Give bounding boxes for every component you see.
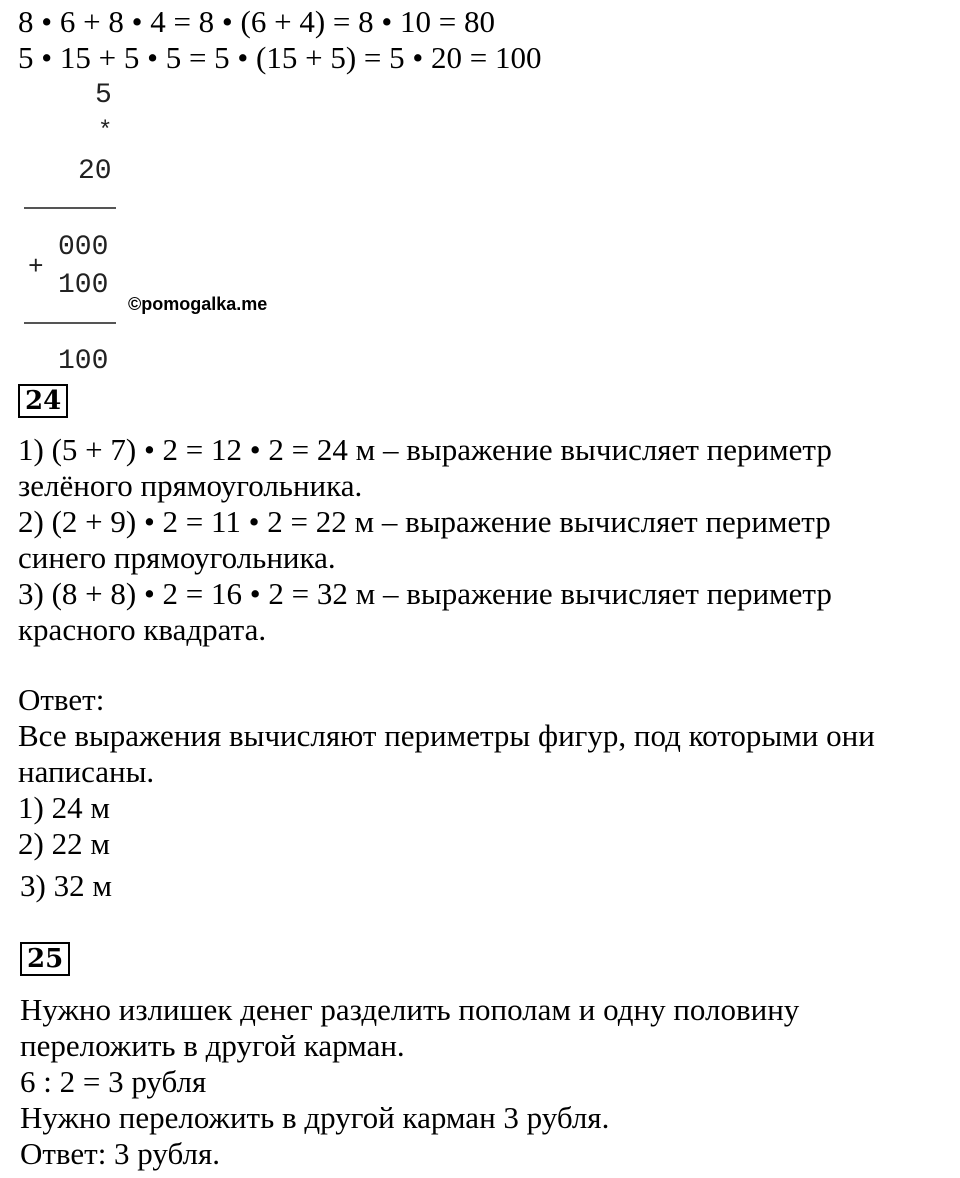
- column-rule-2: [24, 322, 116, 324]
- task-24-answer-line-4: 2) 22 м: [18, 826, 110, 861]
- task-25-line-1: Нужно излишек денег разделить пополам и одну половину: [20, 992, 800, 1027]
- task-24-answer-line-1: Все выражения вычисляют периметры фигур, под которыми они: [18, 718, 875, 753]
- task-24-number: 24: [18, 384, 68, 418]
- task-24-line-1: 1) (5 + 7) • 2 = 12 • 2 = 24 м – выражение вычисляет периметр: [18, 432, 832, 467]
- task-24-line-4: синего прямоугольника.: [18, 540, 336, 575]
- task-24-answer-line-5: 3) 32 м: [20, 868, 112, 903]
- watermark: ©pomogalka.me: [128, 294, 268, 314]
- task-25-number: 25: [20, 942, 70, 976]
- task-25-line-5: Ответ: 3 рубля.: [20, 1136, 220, 1171]
- task-24-line-2: зелёного прямоугольника.: [18, 468, 363, 503]
- task-24-answer-line-3: 1) 24 м: [18, 790, 110, 825]
- task-25-line-2: переложить в другой карман.: [20, 1028, 405, 1063]
- task-25-line-3: 6 : 2 = 3 рубля: [20, 1064, 207, 1099]
- column-multiplier: 20: [78, 156, 112, 187]
- equation-line-1: 8 • 6 + 8 • 4 = 8 • (6 + 4) = 8 • 10 = 80: [18, 4, 495, 39]
- task-24-line-5: 3) (8 + 8) • 2 = 16 • 2 = 32 м – выражение вычисляет периметр: [18, 576, 832, 611]
- column-multiply-sign: *: [98, 118, 113, 145]
- task-24-line-3: 2) (2 + 9) • 2 = 11 • 2 = 22 м – выражение вычисляет периметр: [18, 504, 831, 539]
- task-25-line-4: Нужно переложить в другой карман 3 рубля.: [20, 1100, 610, 1135]
- task-24-answer-label: Ответ:: [18, 682, 105, 717]
- task-24-line-6: красного квадрата.: [18, 612, 267, 647]
- equation-line-2: 5 • 15 + 5 • 5 = 5 • (15 + 5) = 5 • 20 = 100: [18, 40, 542, 75]
- column-partial-2: 100: [58, 270, 109, 301]
- column-partial-1: 000: [58, 232, 109, 263]
- task-24-answer-line-2: написаны.: [18, 754, 155, 789]
- column-rule-1: [24, 207, 116, 209]
- column-multiplicand: 5: [95, 80, 112, 111]
- column-plus-sign: +: [28, 252, 44, 282]
- column-result: 100: [58, 346, 109, 377]
